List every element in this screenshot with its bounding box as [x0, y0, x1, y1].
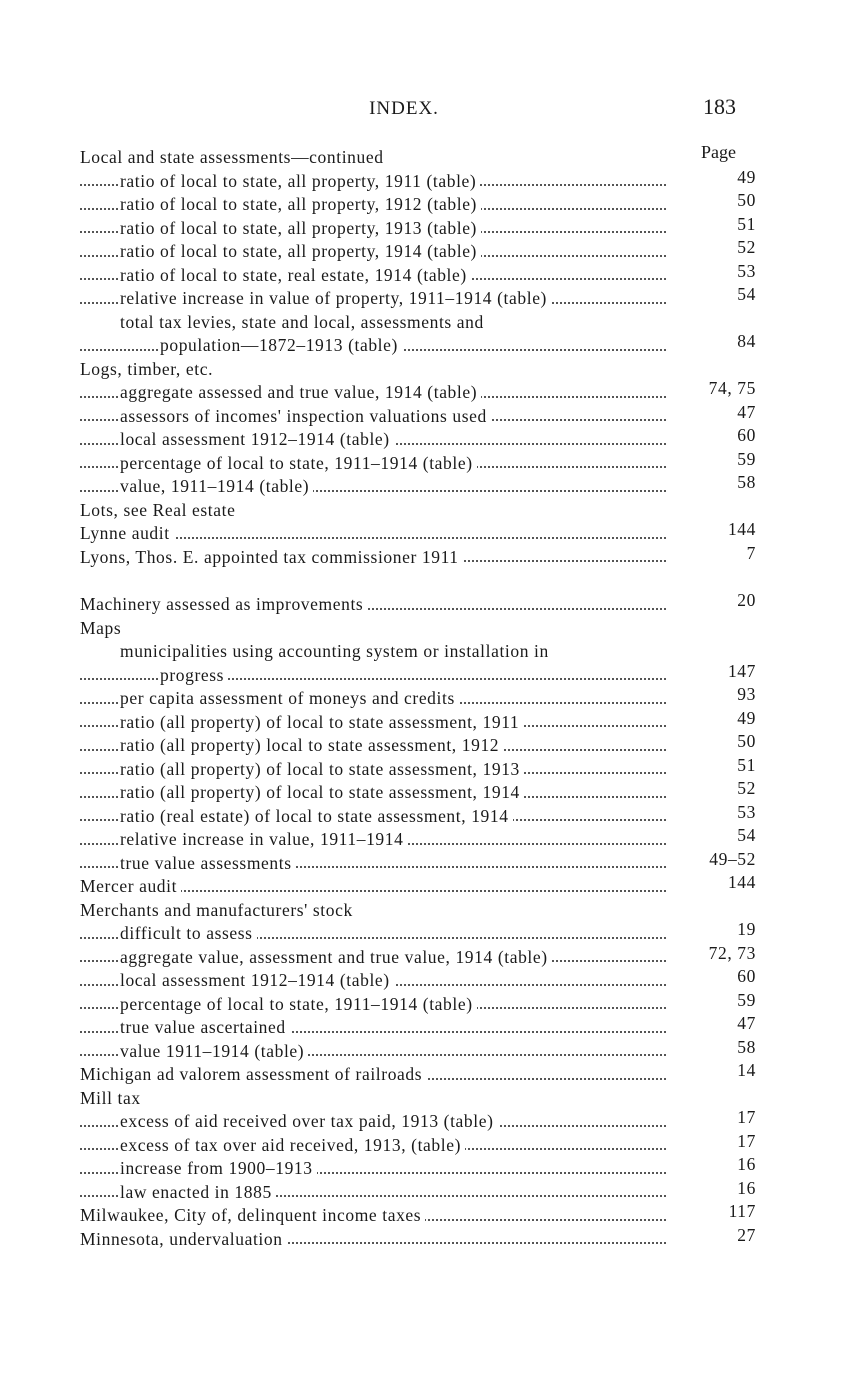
index-entry-pages: 53	[676, 801, 756, 825]
index-entry-text: ratio (all property) of local to state assessment, 1914	[120, 781, 524, 805]
index-entry-text: aggregate assessed and true value, 1914 (table)	[120, 381, 481, 405]
index-entry-text: assessors of incomes' inspection valuations used	[120, 405, 491, 429]
index-entry-pages: 50	[676, 189, 756, 213]
index-entry-text: Lots, see Real estate	[80, 499, 239, 523]
index-entry-pages: 27	[676, 1224, 756, 1248]
index-entry-text: total tax levies, state and local, assessments and	[120, 311, 488, 335]
index-entry	[80, 778, 756, 805]
index-entry	[80, 331, 756, 358]
index-entry-pages: 58	[676, 1036, 756, 1060]
index-entry	[80, 358, 756, 382]
index-entry	[80, 1087, 756, 1111]
index-entry-text: difficult to assess	[120, 922, 257, 946]
index-entry-pages: 59	[676, 989, 756, 1013]
index-entry-text: Mill tax	[80, 1087, 145, 1111]
index-entry-text: law enacted in 1885	[120, 1181, 276, 1205]
index-entry-text: Logs, timber, etc.	[80, 358, 217, 382]
index-entry-pages: 72, 73	[676, 942, 756, 966]
index-entry	[80, 731, 756, 758]
index-entry-pages: 147	[676, 660, 756, 684]
index-entry	[80, 942, 756, 970]
index-entry-text: percentage of local to state, 1911–1914 (table)	[120, 993, 477, 1017]
index-entry-text: excess of aid received over tax paid, 1913 (table)	[120, 1110, 498, 1134]
index-entry-pages: 144	[676, 518, 756, 542]
index-entry-pages: 49	[676, 166, 756, 190]
index-entry-text: true value ascertained	[120, 1016, 290, 1040]
page-number: 183	[703, 94, 736, 119]
index-entry-text: excess of tax over aid received, 1913, (table)	[120, 1134, 465, 1158]
index-entry	[80, 146, 756, 170]
index-entry	[80, 448, 756, 476]
index-entry	[80, 378, 756, 405]
index-entry-pages: 19	[676, 918, 756, 942]
index-entry-text: percentage of local to state, 1911–1914 (table)	[120, 452, 477, 476]
index-entry-text: per capita assessment of moneys and credits	[120, 687, 459, 711]
index-entry	[80, 1036, 756, 1064]
index-entry	[80, 311, 756, 335]
index-entry	[80, 1201, 756, 1228]
index-entry-text: aggregate value, assessment and true value, 1914 (table)	[120, 946, 552, 970]
index-entry	[80, 472, 756, 499]
index-entry	[80, 640, 756, 664]
index-entry-pages: 52	[676, 236, 756, 260]
index-entry-pages: 17	[676, 1130, 756, 1154]
index-entry	[80, 237, 756, 264]
index-entry-text: Machinery assessed as improvements	[80, 593, 367, 617]
index-entry	[80, 542, 756, 570]
index-entry-text: ratio (all property) local to state assessment, 1912	[120, 734, 503, 758]
index-entry-text: Minnesota, undervaluation	[80, 1228, 287, 1252]
index-entry	[80, 401, 756, 429]
index-entry-text: Mercer audit	[80, 875, 181, 899]
index-entry-text: ratio of local to state, all property, 1912 (table)	[120, 193, 481, 217]
index-entry	[80, 213, 756, 241]
index-entry-text: ratio (real estate) of local to state assessment, 1914	[120, 805, 513, 829]
index-entries	[80, 146, 756, 1251]
index-entry	[80, 166, 756, 194]
index-entry-pages: 14	[676, 1059, 756, 1083]
index-entry-pages: 17	[676, 1106, 756, 1130]
index-entry-text: Michigan ad valorem assessment of railroads	[80, 1063, 426, 1087]
index-entry-pages: 54	[676, 824, 756, 848]
index-entry	[80, 754, 756, 782]
index-entry	[80, 1060, 756, 1087]
index-entry	[80, 848, 756, 876]
index-entry-pages: 93	[676, 683, 756, 707]
index-entry	[80, 872, 756, 899]
index-entry-pages: 47	[676, 401, 756, 425]
index-entry-pages: 60	[676, 424, 756, 448]
index-entry-pages: 54	[676, 283, 756, 307]
index-entry-pages: 49	[676, 707, 756, 731]
index-entry-text: true value assessments	[120, 852, 296, 876]
index-entry-text: local assessment 1912–1914 (table)	[120, 428, 394, 452]
index-entry-pages: 51	[676, 754, 756, 778]
index-entry	[80, 966, 756, 993]
index-entry	[80, 190, 756, 217]
index-entry	[80, 684, 756, 711]
index-entry-text: ratio (all property) of local to state assessment, 1913	[120, 758, 524, 782]
index-entry-text: ratio of local to state, real estate, 1914 (table)	[120, 264, 471, 288]
index-entry-pages: 59	[676, 448, 756, 472]
index-entry	[80, 284, 756, 311]
index-entry-pages: 7	[676, 542, 756, 566]
index-entry	[80, 1130, 756, 1158]
index-entry	[80, 499, 756, 523]
index-entry-text: population—1872–1913 (table)	[160, 334, 402, 358]
index-entry-pages: 144	[676, 871, 756, 895]
index-entry-pages: 16	[676, 1153, 756, 1177]
index-entry-pages: 49–52	[676, 848, 756, 872]
index-entry	[80, 899, 756, 923]
index-entry-pages: 60	[676, 965, 756, 989]
index-entry-text: increase from 1900–1913	[120, 1157, 317, 1181]
index-entry-pages: 52	[676, 777, 756, 801]
index-entry-text: progress	[160, 664, 228, 688]
page-column-label: Page	[701, 142, 736, 162]
index-entry-text: ratio of local to state, all property, 1913 (table)	[120, 217, 481, 241]
index-entry	[80, 1154, 756, 1181]
index-entry	[80, 617, 756, 641]
index-entry-text: Lynne audit	[80, 522, 174, 546]
index-entry	[80, 1107, 756, 1134]
index-entry-text: relative increase in value of property, 1911–1914 (table)	[120, 287, 551, 311]
index-entry-pages: 53	[676, 260, 756, 284]
index-entry	[80, 919, 756, 946]
index-entry-pages: 47	[676, 1012, 756, 1036]
running-header: INDEX.	[369, 98, 439, 119]
index-entry-pages: 16	[676, 1177, 756, 1201]
index-entry-text: Lyons, Thos. E. appointed tax commissioner 1911	[80, 546, 463, 570]
index-entry-pages: 51	[676, 213, 756, 237]
index-entry-text: relative increase in value, 1911–1914	[120, 828, 407, 852]
index-entry-pages: 74, 75	[676, 377, 756, 401]
index-entry	[80, 1013, 756, 1040]
index-entry-text: ratio of local to state, all property, 1914 (table)	[120, 240, 481, 264]
index-entry	[80, 1224, 756, 1252]
index-entry	[80, 989, 756, 1017]
index-entry-text: municipalities using accounting system or installation in	[120, 640, 553, 664]
index-entry-pages: 117	[676, 1200, 756, 1224]
index-entry	[80, 707, 756, 735]
index-entry-pages: 20	[676, 589, 756, 613]
index-entry-text: ratio of local to state, all property, 1911 (table)	[120, 170, 480, 194]
index-entry-pages: 50	[676, 730, 756, 754]
index-entry	[80, 260, 756, 288]
index-entry	[80, 425, 756, 452]
index-entry-text: Milwaukee, City of, delinquent income taxes	[80, 1204, 425, 1228]
index-entry-text: value 1911–1914 (table)	[120, 1040, 308, 1064]
index-entry-pages: 58	[676, 471, 756, 495]
index-entry-text: Maps	[80, 617, 125, 641]
index-entry-text: value, 1911–1914 (table)	[120, 475, 313, 499]
index-entry-pages: 84	[676, 330, 756, 354]
index-entry	[80, 1177, 756, 1205]
index-entry	[80, 801, 756, 829]
index-entry-text: Local and state assessments—continued	[80, 146, 388, 170]
index-entry	[80, 590, 756, 617]
index-entry-text: ratio (all property) of local to state assessment, 1911	[120, 711, 523, 735]
index-entry	[80, 519, 756, 546]
index-entry-text: local assessment 1912–1914 (table)	[120, 969, 394, 993]
index-entry-text: Merchants and manufacturers' stock	[80, 899, 357, 923]
index-entry	[80, 660, 756, 688]
index-entry	[80, 825, 756, 852]
